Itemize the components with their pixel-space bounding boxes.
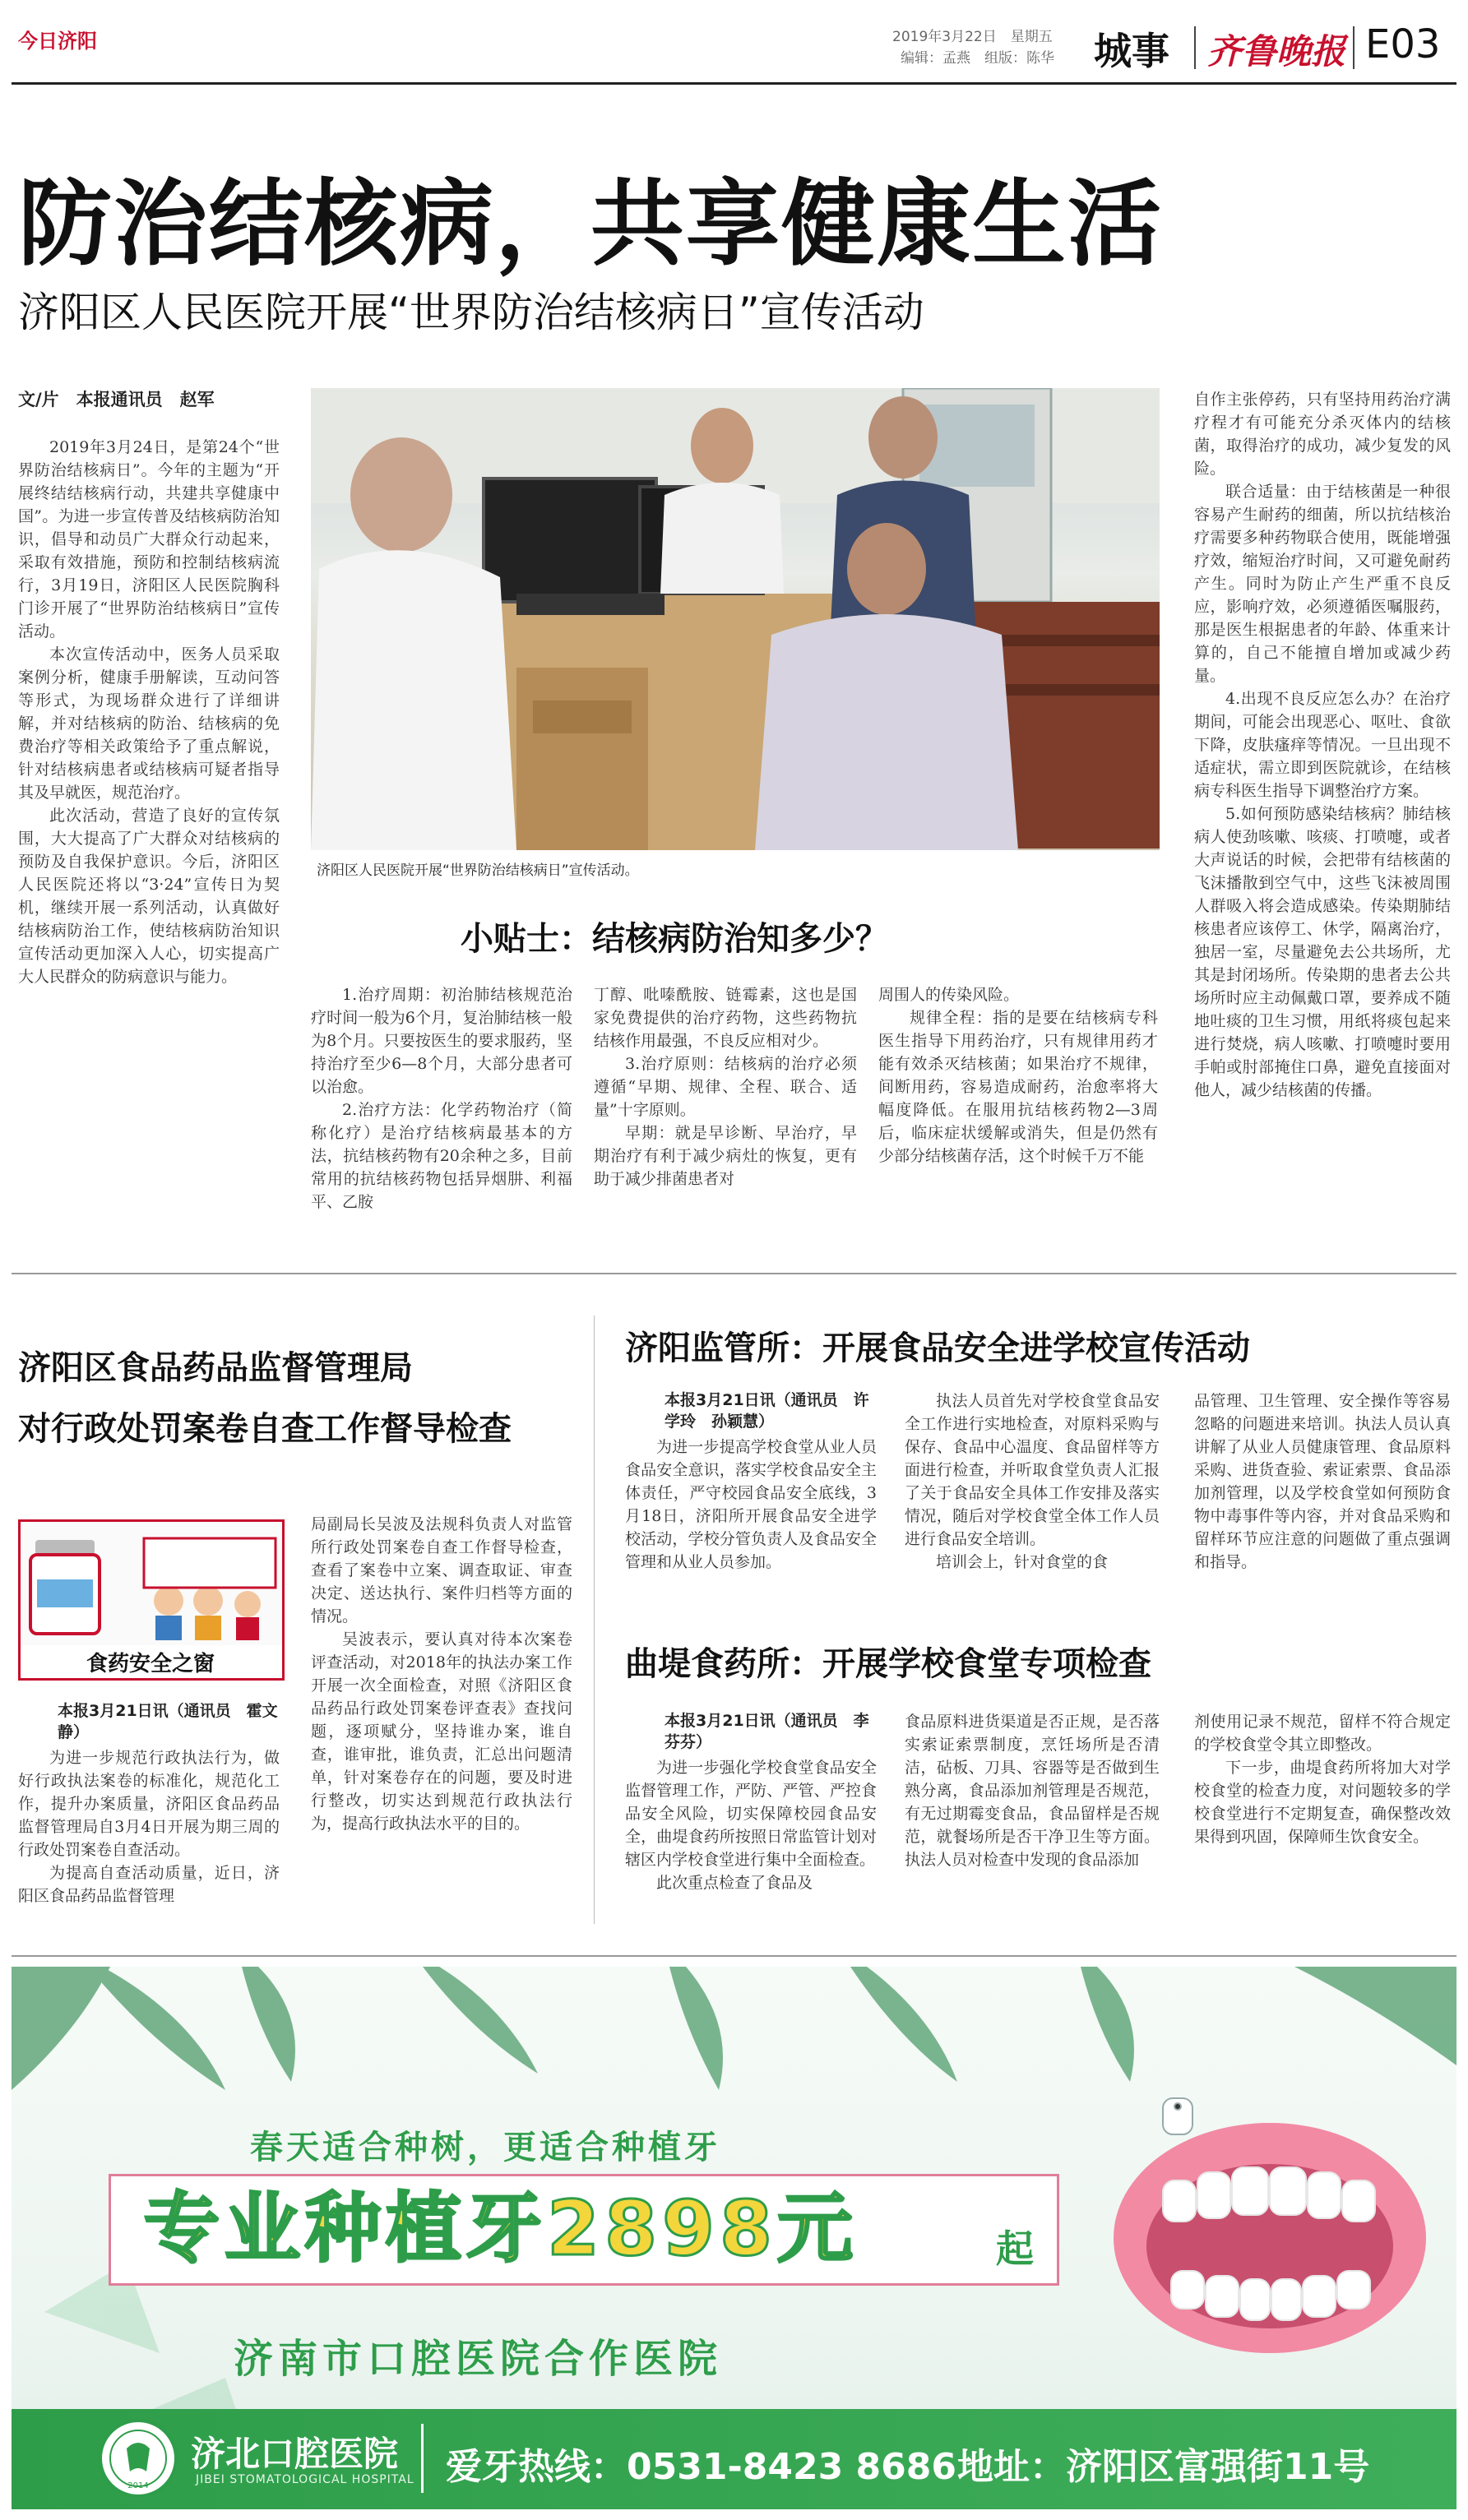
main-headline: 防治结核病，共享健康生活 (18, 169, 1164, 279)
article3-byline: 本报3月21日讯（通讯员 许学玲 孙颖慧） (665, 1391, 869, 1431)
ad-address: 地址：济阳区富强街11号 (957, 2446, 1370, 2488)
paragraph: 2019年3月24日，是第24个“世界防治结核病日”。今年的主题为“开展终结结核病行动，共建共享健康中国”。为进一步宣传普及结核病防治知识，倡导和动员广大群众行动起来，采取有效措施，预防和控制结核病流行，3月19日，济阳区人民医院胸科门诊开展了“世界防治结核病日”宣传活动。 (18, 438, 280, 640)
food-safety-logo-text: 食药安全之窗 (86, 1652, 215, 1676)
article2-headline-line1: 济阳区食品药品监督管理局 (18, 1349, 413, 1387)
paragraph: 此次活动，营造了良好的宣传氛围，大大提高了广大群众对结核病的预防及自我保护意识。今后，济阳区人民医院还将以“3·24”宣传日为契机，继续开展一系列活动，认真做好结核病防治工作，使结核病防治知识宣传活动更加深入人心，切实提高广大人民群众的防病意识与能力。 (18, 807, 280, 986)
ad-slogan: 春天适合种树，更适合种植牙 (250, 2129, 720, 2166)
paragraph: 周围人的传染风险。 (878, 986, 1020, 1004)
issue-date: 2019年3月22日 星期五 (892, 29, 1053, 45)
hospital-english-name: JIBEI STOMATOLOGICAL HOSPITAL (196, 2473, 414, 2486)
main-column-1 (18, 436, 280, 1225)
hospital-seal-icon (97, 2417, 179, 2499)
paragraph: 吴波表示，要认真对待本次案卷评查活动，对2018年的执法办案工作开展一次全面检查，对照《济阳区食品药品行政处罚案卷评查表》查找问题，逐项赋分，坚持谁办案，谁自查，谁审批，谁负责，汇总出问题清单，针对案卷存在的问题，要及时进行整改，切实达到规范行政执法行为，提高行政执法水平的目的。 (311, 1630, 572, 1833)
photo-caption: 济阳区人民医院开展“世界防治结核病日”宣传活动。 (317, 862, 639, 879)
paragraph: 剂使用记录不规范，留样不符合规定的学校食堂令其立即整改。 (1194, 1713, 1451, 1754)
header-rule (12, 82, 1456, 85)
ad-divider (12, 1955, 1456, 1957)
main-right-column (1194, 388, 1451, 1243)
medicine-bottle-icon (21, 1522, 282, 1645)
dental-ad (12, 1967, 1456, 2509)
event-photo (311, 388, 1160, 850)
ad-promo-suffix: 起 (996, 2226, 1034, 2271)
paragraph: 为进一步强化学校食堂食品安全监督管理工作，严防、严管、严控食品安全风险，切实保障校园食品安全，曲堤食药所按照日常监管计划对辖区内学校食堂进行集中全面检查。 (625, 1759, 877, 1869)
main-byline: 文/片 本报通讯员 赵军 (18, 390, 215, 409)
paragraph: 下一步，曲堤食药所将加大对学校食堂的检查力度，对问题较多的学校食堂进行不定期复查，确保整改效果得到巩固，保障师生饮食安全。 (1194, 1759, 1451, 1846)
hospital-seal-year: 2014 (127, 2481, 149, 2490)
footer-divider (421, 2424, 424, 2493)
column-divider (594, 1315, 595, 1924)
teeth-illustration (1105, 2090, 1434, 2361)
article2-column-2 (311, 1513, 572, 1924)
paragraph: 本次宣传活动中，医务人员采取案例分析，健康手册解读，互动问答等形式，为现场群众进行了详细讲解，并对结核病的防治、结核病的免费治疗等相关政策给予了重点解说，针对结核病患者或结核病可疑者指导其及早就医，规范治疗。 (18, 645, 280, 802)
article3-column-2 (905, 1389, 1160, 1620)
paragraph: 4.出现不良反应怎么办？在治疗期间，可能会出现恶心、呕吐、食欲下降，皮肤瘙痒等情况。一旦出现不适症状，需立即到医院就诊，在结核病专科医生指导下调整治疗方案。 (1194, 690, 1451, 800)
paragraph: 食品原料进货渠道是否正规，是否落实索证索票制度，烹饪场所是否清洁，砧板、刀具、容器等是否做到生熟分离，食品添加剂管理是否规范，有无过期霉变食品，食品留样是否规范，就餐场所是否干净卫生等方面。执法人员对检查中发现的食品添加 (905, 1713, 1160, 1869)
paragraph: 自作主张停药，只有坚持用药治疗满疗程才有可能充分杀灭体内的结核菌，取得治疗的成功，减少复发的风险。 (1194, 391, 1451, 478)
article2-byline: 本报3月21日讯（通讯员 霍文静） (58, 1702, 278, 1741)
paragraph: 联合适量：由于结核菌是一种很容易产生耐药的细菌，所以抗结核治疗需要多种药物联合使用，既能增强疗效，缩短治疗时间，又可避免耐药产生。同时为防止产生严重不良反应，影响疗效，必须遵循医嘱服药，那是医生根据患者的年龄、体重来计算的，自己不能擅自增加或减少药量。 (1194, 483, 1451, 685)
paragraph: 品管理、卫生管理、安全操作等容易忽略的问题进来培训。执法人员认真讲解了从业人员健康管理、食品原料采购、进货查验、索证索票、食品添加剂管理，以及学校食堂如何预防食物中毒事件等内容，并对食品采购和留样环节应注意的问题做了重点强调和指导。 (1194, 1392, 1451, 1571)
paragraph: 规律全程：指的是要在结核病专科医生指导下用药治疗，只有规律用药才能有效杀灭结核菌；如果治疗不规律，间断用药，容易造成耐药，治愈率将大幅度降低。在服用抗结核药物2—3周后，临床症状缓解或消失，但是仍然有少部分结核菌存活，这个时候千万不能 (878, 1009, 1158, 1165)
ad-hotline: 爱牙热线：0531-8423 8686 (446, 2446, 956, 2488)
paragraph: 2.治疗方法：化学药物治疗（简称化疗）是治疗结核病最基本的方法，抗结核药物有20余种之多，目前常用的抗结核药物包括异烟肼、利福平、乙胺 (311, 1101, 572, 1211)
paragraph: 为提高自查活动质量，近日，济阳区食品药品监督管理 (18, 1864, 280, 1905)
header-divider (1353, 26, 1355, 69)
main-subheadline: 济阳区人民医院开展“世界防治结核病日”宣传活动 (18, 289, 924, 336)
article4-headline: 曲堤食药所：开展学校食堂专项检查 (625, 1645, 1151, 1683)
paragraph: 局副局长吴波及法规科负责人对监管所行政处罚案卷自查工作督导检查，查看了案卷中立案、调查取证、审查决定、送达执行、案件归档等方面的情况。 (311, 1515, 572, 1625)
food-safety-logo (18, 1519, 285, 1681)
ad-promo-banner (109, 2174, 1059, 2286)
paragraph: 为进一步规范行政执法行为，做好行政执法案卷的标准化，规范化工作，提升办案质量，济阳区食品药品监督管理局自3月4日开展为期三周的行政处罚案卷自查活动。 (18, 1749, 280, 1859)
article3-column-1 (625, 1436, 877, 1616)
article4-column-3 (1194, 1710, 1451, 1929)
paragraph: 执法人员首先对学校食堂食品安全工作进行实地检查，对原料采购与保存、食品中心温度、食品留样等方面进行检查，并听取食堂负责人汇报了关于食品安全具体工作安排及落实情况，随后对学校食堂全体工作人员进行食品安全培训。 (905, 1392, 1160, 1548)
tips-column-1 (311, 983, 572, 1246)
section-divider (12, 1273, 1456, 1274)
article2-headline-line2: 对行政处罚案卷自查工作督导检查 (18, 1410, 512, 1448)
ad-footer (12, 2409, 1456, 2509)
paper-logo: 齐鲁晚报 (1207, 31, 1346, 72)
section-label: 今日济阳 (18, 30, 97, 53)
article4-byline: 本报3月21日讯（通讯员 李芬芬） (665, 1712, 869, 1751)
article4-column-1 (625, 1756, 877, 1929)
paragraph: 3.治疗原则：结核病的治疗必须遵循“早期、规律、全程、联合、适量”十字原则。 (594, 1055, 857, 1119)
tips-column-2 (594, 983, 857, 1246)
tips-title: 小贴士：结核病防治知多少？ (461, 920, 888, 958)
article4-column-2 (905, 1710, 1160, 1929)
editor-credit: 编辑：孟燕 组版：陈华 (901, 50, 1054, 67)
article2-column-1 (18, 1746, 280, 1927)
article3-column-3 (1194, 1389, 1451, 1620)
paragraph: 此次重点检查了食品及 (656, 1874, 813, 1892)
paragraph: 5.如何预防感染结核病？肺结核病人使劲咳嗽、咳痰、打喷嚏，或者大声说话的时候，会把带有结核菌的飞沫播散到空气中，这些飞沫被周围人群吸入将会造成感染。传染期肺结核患者应该停工、休学，隔离治疗，独居一室，尽量避免去公共场所，尤其是封闭场所。传染期的患者去公共场所时应主动佩戴口罩，要养成不随地吐痰的卫生习惯，用纸将痰包起来进行焚烧，病人咳嗽、打喷嚏时要用手帕或肘部掩住口鼻，避免直接面对他人，减少结核菌的传播。 (1194, 805, 1451, 1099)
tips-column-3 (878, 983, 1158, 1246)
ad-partner: 济南市口腔医院合作医院 (234, 2336, 723, 2382)
article3-headline: 济阳监管所：开展食品安全进学校宣传活动 (625, 1329, 1250, 1367)
paragraph: 1.治疗周期：初治肺结核规范治疗时间一般为6个月，复治肺结核一般为8个月。只要按医生的要求服药，坚持治疗至少6—8个月，大部分患者可以治愈。 (311, 986, 572, 1096)
photo-illustration (311, 388, 1160, 850)
paragraph: 为进一步提高学校食堂从业人员食品安全意识，落实学校食品安全主体责任，严守校园食品安全底线，3月18日，济阳所开展食品安全进学校活动，学校分管负责人及食品安全管理和从业人员参加。 (625, 1438, 877, 1571)
hospital-name: 济北口腔医院 (191, 2434, 399, 2474)
column-name: 城事 (1094, 29, 1169, 73)
page-number: E03 (1365, 21, 1441, 67)
paragraph: 早期：就是早诊断、早治疗，早期治疗有利于减少病灶的恢复，更有助于减少排菌患者对 (594, 1124, 857, 1188)
header-divider (1194, 26, 1196, 69)
paragraph: 丁醇、吡嗪酰胺、链霉素，这也是国家免费提供的治疗药物，这些药物抗结核作用最强，不良反应相对少。 (594, 986, 857, 1050)
ad-promo-text: 专业种植牙2898元 (144, 2185, 859, 2273)
paragraph: 培训会上，针对食堂的食 (936, 1553, 1109, 1571)
